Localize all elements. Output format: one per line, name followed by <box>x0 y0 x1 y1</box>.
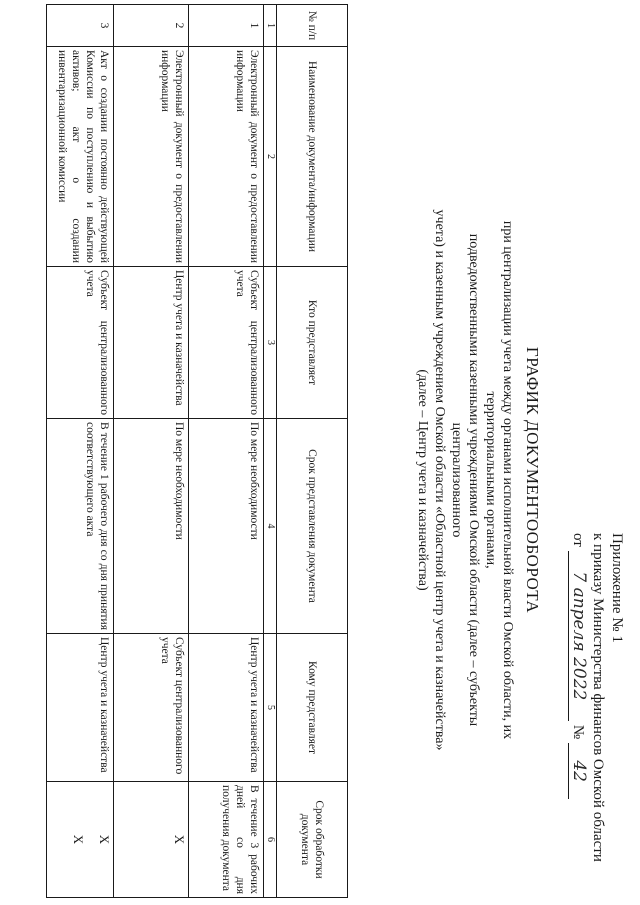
submitter: Центр учета и казначейства <box>114 267 189 419</box>
header-who: Кто представляет <box>277 267 348 419</box>
column-number: 2 <box>264 47 277 267</box>
number-label: № <box>570 724 586 740</box>
appendix-title: Приложение № 1 <box>609 533 625 643</box>
column-number: 4 <box>264 419 277 634</box>
workflow-table <box>46 4 348 898</box>
header-to: Кому представляет <box>277 634 348 782</box>
recipient: Центр учета и казначейства <box>47 634 114 782</box>
submission-deadline: По мере необходимости <box>189 419 264 634</box>
processing-deadline: В течение 3 рабочих дней со дня получения документа <box>189 782 264 898</box>
heading-line-1: при централизации учета между органами исполнительной власти Омской области, их территориальными органами, <box>483 220 515 740</box>
row-number: 3 <box>47 5 114 47</box>
recipient: Центр учета и казначейства <box>189 634 264 782</box>
appendix-date-line <box>568 533 588 873</box>
processing-deadline: X <box>114 782 189 898</box>
document-name: Акт о создании постоянно действующей Комиссии по поступлению и выбытию активов; акт о создании инвентаризационной комиссии <box>47 47 114 267</box>
handwritten-number: 42 <box>568 743 588 799</box>
processing-deadline <box>47 782 114 898</box>
from-label: от <box>570 533 586 547</box>
processing-mark: X <box>71 834 86 845</box>
processing-mark: X <box>97 834 112 845</box>
header-name: Наименование документа/информации <box>277 47 348 267</box>
table-row <box>189 5 264 898</box>
document-title: ГРАФИК ДОКУМЕНТООБОРОТА <box>523 346 542 614</box>
table-header-row <box>277 5 348 898</box>
submitter: Субъект централизованного учета <box>189 267 264 419</box>
submission-deadline: По мере необходимости <box>114 419 189 634</box>
heading-line-4: (далее – Центр учета и казначейства) <box>415 369 430 591</box>
column-number: 3 <box>264 267 277 419</box>
recipient: Субъект централизованного учета <box>114 634 189 782</box>
row-number: 1 <box>189 5 264 47</box>
header-processing: Срок обработки документа <box>277 782 348 898</box>
document-name: Электронный документ о предоставлении информации <box>189 47 264 267</box>
column-number: 1 <box>264 5 277 47</box>
column-number-row <box>264 5 277 898</box>
header-num: № п/п <box>277 5 348 47</box>
header-when: Срок представления документа <box>277 419 348 634</box>
document-heading <box>414 200 542 760</box>
table-row <box>47 5 114 898</box>
heading-line-2: подведомственными казенными учреждениями Омской области (далее – субъекты централизованного <box>449 233 481 727</box>
heading-line-3: учета) и казенным учреждением Омской области «Областной центр учета и казначейства» <box>432 209 447 751</box>
column-number: 5 <box>264 634 277 782</box>
submitter: Субъект централизованного учета <box>47 267 114 419</box>
appendix-order: к приказу Министерства финансов Омской области <box>590 533 606 862</box>
handwritten-date: 7 апреля 2022 <box>568 551 588 721</box>
table-row <box>114 5 189 898</box>
appendix-block <box>568 533 626 873</box>
submission-deadline: В течение 1 рабочего дня со дня принятия соответствующего акта <box>47 419 114 634</box>
document-name: Электронный документ о предоставлении информации <box>114 47 189 267</box>
row-number: 2 <box>114 5 189 47</box>
column-number: 6 <box>264 782 277 898</box>
